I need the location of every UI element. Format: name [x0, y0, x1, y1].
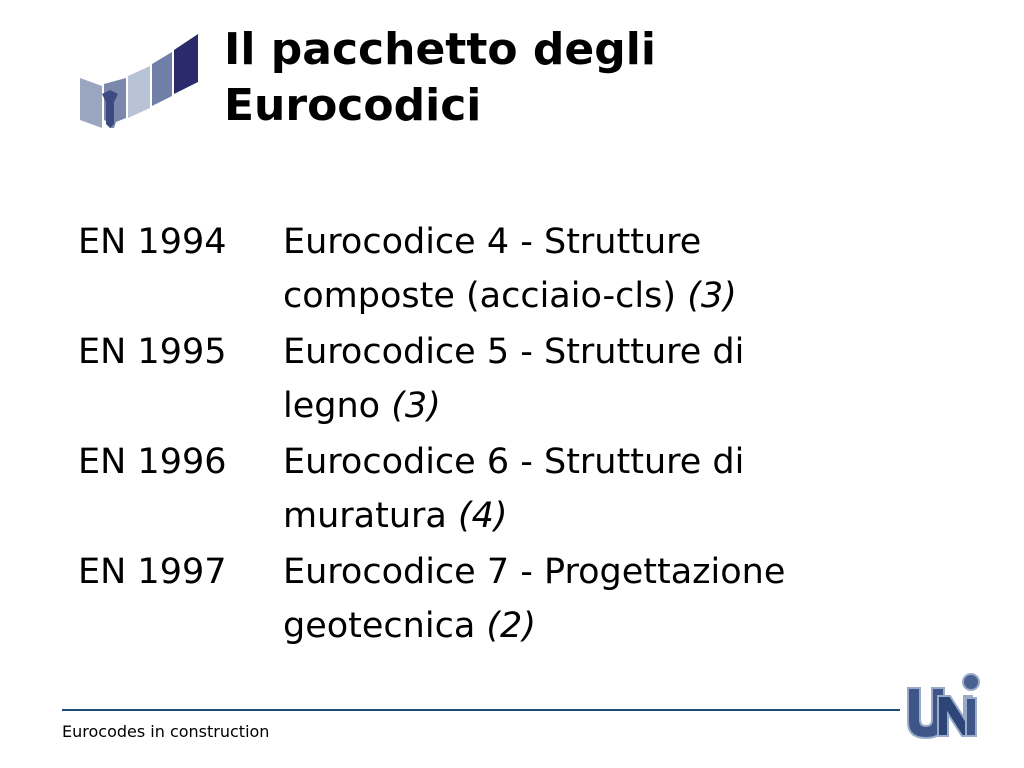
eurocodes-logo	[76, 32, 200, 132]
eurocode-description	[283, 215, 923, 323]
part-count: (2)	[486, 606, 536, 646]
footer-divider	[62, 709, 900, 711]
description-line-2	[283, 599, 923, 653]
logo-panel-dark	[174, 34, 198, 94]
part-count: (4)	[458, 496, 508, 536]
description-line-1: Eurocodice 6 - Strutture di	[283, 442, 745, 482]
description-text: geotecnica	[283, 606, 476, 646]
description-line-2	[283, 489, 923, 543]
description-text: muratura	[283, 496, 447, 536]
slide-title-line-1: Il pacchetto degli	[224, 24, 656, 75]
slide-title	[224, 22, 944, 134]
eurocode-description	[283, 545, 923, 653]
logo-dot	[963, 674, 979, 690]
list-item-en-1994	[78, 215, 978, 323]
logo-panel-left	[80, 78, 102, 128]
list-item-en-1996	[78, 435, 978, 543]
description-text: legno	[283, 386, 381, 426]
eurocode-description	[283, 325, 923, 433]
description-line-1: Eurocodice 7 - Progettazione	[283, 552, 786, 592]
part-count: (3)	[687, 276, 737, 316]
description-line-1: Eurocodice 4 - Strutture	[283, 222, 702, 262]
eurocode-number: EN 1995	[78, 332, 227, 372]
footer-caption: Eurocodes in construction	[62, 722, 270, 741]
description-line-2	[283, 379, 923, 433]
description-text: composte (acciaio-cls)	[283, 276, 677, 316]
eurocode-number: EN 1994	[78, 222, 227, 262]
slide-title-line-2: Eurocodici	[224, 80, 482, 131]
eurocode-number: EN 1996	[78, 442, 227, 482]
logo-panel-right	[128, 66, 150, 118]
list-item-en-1995	[78, 325, 978, 433]
logo-panel-mid	[152, 52, 172, 106]
logo-letter-i	[966, 698, 976, 736]
description-line-2	[283, 269, 923, 323]
part-count: (3)	[391, 386, 441, 426]
eurocode-list	[78, 215, 978, 655]
list-item-en-1997	[78, 545, 978, 653]
uni-logo	[902, 668, 980, 740]
description-line-1: Eurocodice 5 - Strutture di	[283, 332, 745, 372]
eurocode-description	[283, 435, 923, 543]
eurocode-number: EN 1997	[78, 552, 227, 592]
